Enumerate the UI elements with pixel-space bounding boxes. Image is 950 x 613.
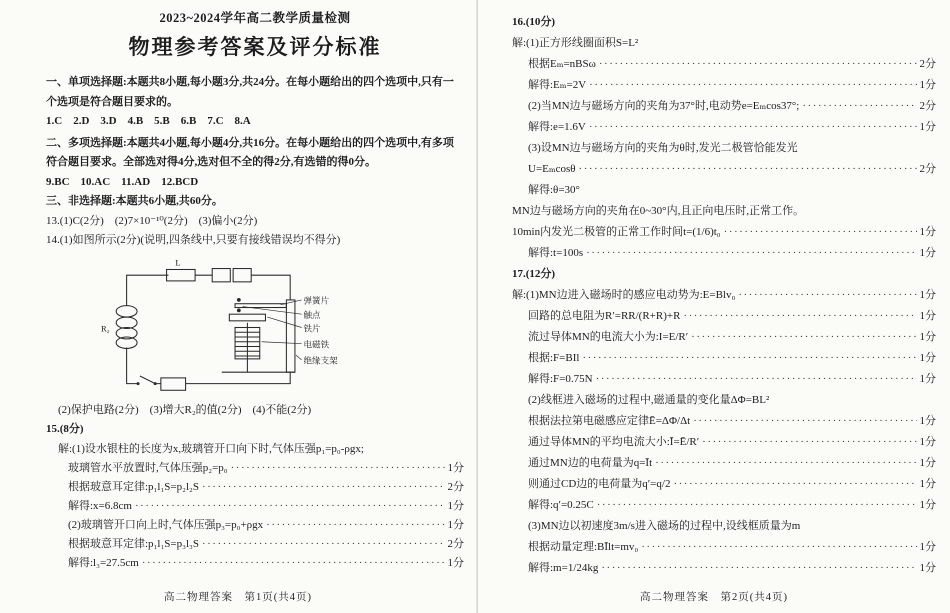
- answers-single-choice: 1.C 2.D 3.D 4.B 5.B 6.B 7.C 8.A: [46, 115, 251, 127]
- dotted-leader: [266, 516, 444, 535]
- wire: [186, 372, 291, 383]
- dotted-leader: [582, 348, 916, 369]
- solution-line: [46, 535, 464, 554]
- dotted-leader: [142, 554, 445, 573]
- battery-cell: [212, 268, 230, 281]
- dotted-leader: [596, 369, 917, 390]
- solution-line: [512, 96, 936, 117]
- rheostat-label: R₂: [100, 322, 110, 333]
- support-label: 绝缘支架: [303, 355, 338, 366]
- section2-heading-line1: 二、多项选择题:本题共4小题,每小题4分,共16分。在每小题给出的四个选项中,有多项: [46, 136, 454, 149]
- dotted-leader: [135, 497, 445, 516]
- score-value: 1分: [919, 478, 936, 490]
- line-text: 解:(1)设水银柱的长度为x,玻璃管开口向下时,气体压强p₁=p₀-ρgx;: [58, 442, 364, 455]
- solution-line: [512, 138, 936, 159]
- solution-line: [512, 33, 936, 54]
- dotted-leader: [601, 558, 916, 579]
- solution-line: [512, 390, 936, 411]
- spring-label: 弹簧片: [303, 295, 330, 306]
- section1-heading-line1: 一、单项选择题:本题共8小题,每小题3分,共24分。在每小题给出的四个选项中,只有一: [46, 76, 454, 88]
- dotted-leader: [231, 459, 445, 478]
- line-text: (2)线框进入磁场的过程中,磁通量的变化量ΔΦ=BL²: [528, 394, 770, 406]
- dotted-leader: [589, 117, 917, 138]
- battery-cell: [233, 268, 251, 281]
- exam-session-title: 2023~2024学年高二教学质量检测: [159, 11, 351, 25]
- line-text: (3)设MN边与磁场方向的夹角为θ时,发光二极管恰能发光: [528, 142, 798, 154]
- solution-line: [512, 411, 936, 432]
- solution-line: [46, 440, 464, 459]
- score-value: 1分: [447, 499, 464, 512]
- solution-line: [512, 474, 936, 495]
- battery-symbol: [161, 377, 186, 389]
- dotted-leader: [202, 535, 445, 554]
- solution-line: [512, 222, 936, 243]
- dotted-leader: [579, 159, 917, 180]
- line-text: 根据玻意耳定律:p₁l₁S=p₂l₂S: [68, 480, 199, 493]
- dotted-leader: [673, 474, 916, 495]
- dotted-leader: [738, 285, 916, 306]
- solution-line: [512, 369, 936, 390]
- line-text: 通过导体MN的平均电流大小:Ī=Ē/R′: [528, 436, 700, 448]
- solution-line: [512, 159, 936, 180]
- line-text: 解得:x=6.8cm: [68, 499, 132, 512]
- score-value: 1分: [919, 436, 936, 448]
- solution-line: [512, 201, 936, 222]
- score-value: 2分: [919, 100, 936, 112]
- line-text: 16.(10分): [512, 16, 556, 28]
- dotted-leader: [599, 54, 917, 75]
- score-value: 1分: [919, 541, 936, 553]
- section3-heading: 三、非选择题:本题共6小题,共60分。: [46, 195, 223, 207]
- question16-heading: [512, 12, 936, 33]
- dotted-leader: [691, 327, 916, 348]
- line-text: 解:(1)MN边进入磁场时的感应电动势为:E=Blv₀: [512, 289, 736, 301]
- solution-line: [512, 495, 936, 516]
- dotted-leader: [802, 96, 916, 117]
- score-value: 1分: [919, 331, 936, 343]
- page-2: [478, 0, 950, 613]
- score-value: 1分: [919, 310, 936, 322]
- solution-line: [46, 497, 464, 516]
- dotted-leader: [586, 243, 916, 264]
- page2-footer: 高二物理答案 第2页(共4页): [640, 592, 788, 603]
- line-text: 解得:Eₘ=2V: [528, 79, 587, 91]
- line-text: 根据Eₘ=nBSω: [528, 58, 596, 70]
- document-title: 物理参考答案及评分标准: [128, 35, 382, 59]
- contact-point: [237, 308, 241, 312]
- solution-line: [512, 327, 936, 348]
- spring-strip: [235, 303, 286, 307]
- score-value: 1分: [919, 499, 936, 511]
- circuit-diagram: [100, 256, 464, 399]
- score-value: 1分: [919, 289, 936, 301]
- iron-piece: [229, 314, 265, 321]
- contact-point: [237, 298, 241, 302]
- solution-line: [512, 117, 936, 138]
- pointer-line: [281, 299, 302, 304]
- dotted-leader: [202, 478, 445, 497]
- dotted-leader: [693, 411, 916, 432]
- magnet-label: 电磁铁: [303, 338, 330, 349]
- coil-loop: [116, 317, 137, 328]
- solution-line: [46, 478, 464, 497]
- question14-subanswers: (2)保护电路(2分) (3)增大R₂的值(2分) (4)不能(2分): [58, 403, 312, 416]
- page1-footer: 高二物理答案 第1页(共4页): [164, 592, 312, 603]
- line-text: (3)MN边以初速度3m/s进入磁场的过程中,设线框质量为m: [528, 520, 801, 532]
- line-text: MN边与磁场方向的夹角在0~30°内,且正向电压时,正常工作。: [512, 205, 805, 217]
- score-value: 1分: [447, 518, 464, 531]
- dotted-leader: [655, 453, 916, 474]
- solution-line: [46, 459, 464, 478]
- solution-line: [512, 75, 936, 96]
- line-text: (2)当MN边与磁场方向的夹角为37°时,电动势e=Eₘcos37°;: [528, 100, 800, 112]
- line-text: 解得:q′=0.25C: [528, 499, 594, 511]
- pointer-line: [262, 341, 302, 343]
- iron-label: 铁片: [303, 322, 321, 333]
- solution-line: [512, 243, 936, 264]
- answers-multi-choice: 9.BC 10.AC 11.AD 12.BCD: [46, 175, 199, 188]
- contact-label: 触点: [303, 309, 321, 320]
- score-value: 1分: [919, 562, 936, 574]
- score-value: 2分: [447, 480, 464, 493]
- lamp-symbol: [167, 269, 196, 280]
- score-value: 1分: [919, 121, 936, 133]
- score-value: 1分: [447, 556, 464, 569]
- section1-heading-line2: 个选项是符合题目要求的。: [46, 95, 178, 108]
- insulating-support: [286, 299, 295, 371]
- solution-line: [512, 537, 936, 558]
- line-text: 回路的总电阻为R′=RR/(R+R)+R: [528, 310, 681, 322]
- dotted-leader: [724, 222, 917, 243]
- solution-line: [512, 348, 936, 369]
- score-value: 1分: [919, 79, 936, 91]
- score-value: 1分: [919, 247, 936, 259]
- line-text: 10min内发光二极管的正常工作时间t=(1/6)t₀: [512, 226, 721, 238]
- score-value: 1分: [919, 457, 936, 469]
- pointer-line: [296, 355, 302, 360]
- dotted-leader: [589, 75, 916, 96]
- line-text: 根据:F=BIl: [528, 352, 580, 364]
- solution-line: [512, 453, 936, 474]
- line-text: 根据动量定理:BĪlt=mv₀: [528, 541, 639, 553]
- solution-line: [512, 54, 936, 75]
- line-text: 解得:e=1.6V: [528, 121, 586, 133]
- line-text: 解得:θ=30°: [528, 184, 580, 196]
- wire: [251, 275, 290, 300]
- coil-loop: [116, 305, 137, 316]
- line-text: 玻璃管水平放置时,气体压强p₂=p₀: [68, 461, 228, 474]
- pointer-line: [267, 317, 301, 327]
- line-text: 流过导体MN的电流大小为:I=E/R′: [528, 331, 689, 343]
- dotted-leader: [641, 537, 916, 558]
- line-text: U=Eₘcosθ: [528, 163, 576, 175]
- section2-heading-line2: 符合题目要求。全部选对得4分,选对但不全的得2分,有选错的得0分。: [46, 156, 376, 168]
- solution-line: [512, 432, 936, 453]
- score-value: 1分: [919, 352, 936, 364]
- question15-heading: 15.(8分): [46, 423, 84, 435]
- dotted-leader: [683, 306, 916, 327]
- solution-line: [512, 285, 936, 306]
- switch-symbol: [127, 347, 161, 383]
- solution-line: [46, 516, 464, 535]
- line-text: 解得:F=0.75N: [528, 373, 593, 385]
- line-text: 解得:m=1/24kg: [528, 562, 599, 574]
- solution-line: [512, 516, 936, 537]
- magnet-core: [222, 322, 295, 371]
- line-text: 解得:l₃=27.5cm: [68, 556, 139, 569]
- dotted-leader: [597, 495, 917, 516]
- solution-line: [512, 558, 936, 579]
- score-value: 1分: [447, 461, 464, 474]
- score-value: 1分: [919, 373, 936, 385]
- score-value: 2分: [919, 58, 936, 70]
- line-text: 17.(12分): [512, 268, 556, 280]
- question14-intro: 14.(1)如图所示(2分)(说明,四条线中,只要有接线错误均不得分): [46, 234, 341, 246]
- solution-line: [512, 180, 936, 201]
- wire: [127, 275, 169, 305]
- score-value: 1分: [919, 415, 936, 427]
- solution-line: [512, 306, 936, 327]
- line-text: 通过MN边的电荷量为q=Īt: [528, 457, 653, 469]
- dotted-leader: [702, 432, 916, 453]
- line-text: (2)玻璃管开口向上时,气体压强p₃=p₀+ρgx: [68, 518, 264, 531]
- solution-line: [46, 554, 464, 573]
- score-value: 2分: [447, 537, 464, 550]
- line-text: 根据玻意耳定律:p₁l₁S=p₃l₃S: [68, 537, 199, 550]
- line-text: 解:(1)正方形线圈面积S=L²: [512, 37, 639, 49]
- score-value: 2分: [919, 163, 936, 175]
- line-text: 根据法拉第电磁感应定律Ē=ΔΦ/Δt: [528, 415, 691, 427]
- line-text: 解得:t=100s: [528, 247, 584, 259]
- score-value: 1分: [919, 226, 936, 238]
- lamp-label: L: [175, 257, 181, 268]
- line-text: 则通过CD边的电荷量为q′=q/2: [528, 478, 671, 490]
- question13-answers: 13.(1)C(2分) (2)7×10⁻¹⁰(2分) (3)偏小(2分): [46, 214, 258, 227]
- relay-circuit-figure: [100, 256, 352, 399]
- question17-heading: [512, 264, 936, 285]
